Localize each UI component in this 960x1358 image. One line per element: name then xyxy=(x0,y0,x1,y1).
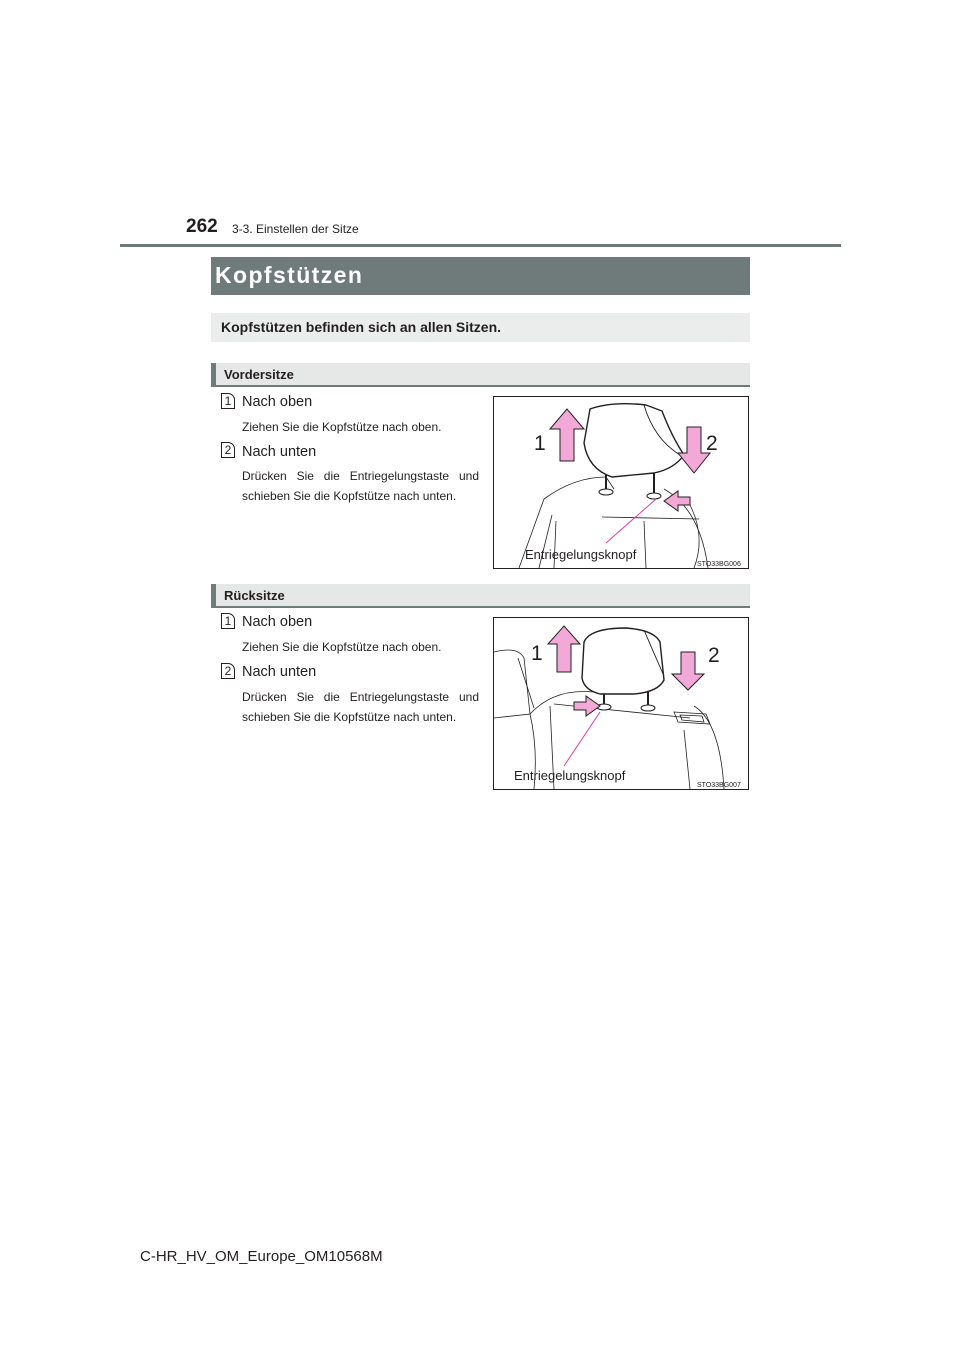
arrow-up-icon xyxy=(550,409,584,461)
leader-line xyxy=(606,499,656,543)
callout-2: 2 xyxy=(708,644,720,667)
section-heading-label: Rücksitze xyxy=(224,588,285,603)
rear-headrest-drawing xyxy=(494,618,748,789)
breadcrumb: 3-3. Einstellen der Sitze xyxy=(232,222,359,236)
footer-document-id: C-HR_HV_OM_Europe_OM10568M xyxy=(140,1248,383,1265)
rear-headrest-illustration xyxy=(493,617,749,790)
step-description: Ziehen Sie die Kopfstütze nach oben. xyxy=(242,640,442,654)
step-number-icon: 2 xyxy=(221,442,235,458)
step-description: Ziehen Sie die Kopfstütze nach oben. xyxy=(242,420,442,434)
arrow-up-icon xyxy=(548,626,580,672)
section-heading-label: Vordersitze xyxy=(224,367,294,382)
callout-2: 2 xyxy=(706,432,718,455)
figure-label: Entriegelungsknopf xyxy=(514,768,626,783)
section-heading-front-seats xyxy=(211,363,750,387)
headrest-icon xyxy=(584,404,684,499)
figure-code: STO33BG006 xyxy=(697,561,741,568)
page-title: Kopfstützen xyxy=(215,262,364,288)
callout-1: 1 xyxy=(534,432,546,455)
step-title: Nach oben xyxy=(242,614,313,630)
step-description: Drücken Sie die Entriegelungstaste und schieben Sie die Kopfstütze nach unten. xyxy=(242,690,479,724)
leader-line xyxy=(564,712,600,766)
step-title: Nach oben xyxy=(242,394,313,410)
callout-1: 1 xyxy=(531,642,543,665)
press-arrow-icon xyxy=(574,696,600,716)
step-number-icon: 1 xyxy=(221,613,235,629)
step-title: Nach unten xyxy=(242,444,317,460)
headrest-icon xyxy=(582,628,664,711)
section-heading-rear-seats xyxy=(211,584,750,608)
step-description: Drücken Sie die Entriegelungstaste und schieben Sie die Kopfstütze nach unten. xyxy=(242,469,479,503)
figure-label: Entriegelungsknopf xyxy=(525,547,637,562)
step-title: Nach unten xyxy=(242,664,317,680)
front-headrest-illustration xyxy=(493,396,749,569)
page-title-bar xyxy=(211,257,750,295)
intro-text: Kopfstützen befinden sich an allen Sitzen. xyxy=(221,319,502,335)
arrow-down-icon xyxy=(672,652,704,690)
front-headrest-drawing xyxy=(494,397,748,568)
step-number-icon: 2 xyxy=(221,663,235,679)
intro-box xyxy=(211,313,750,342)
page-number: 262 xyxy=(186,216,218,237)
figure-code: STO33BG007 xyxy=(697,782,741,789)
header-rule xyxy=(120,244,841,247)
step-number-icon: 1 xyxy=(221,393,235,409)
